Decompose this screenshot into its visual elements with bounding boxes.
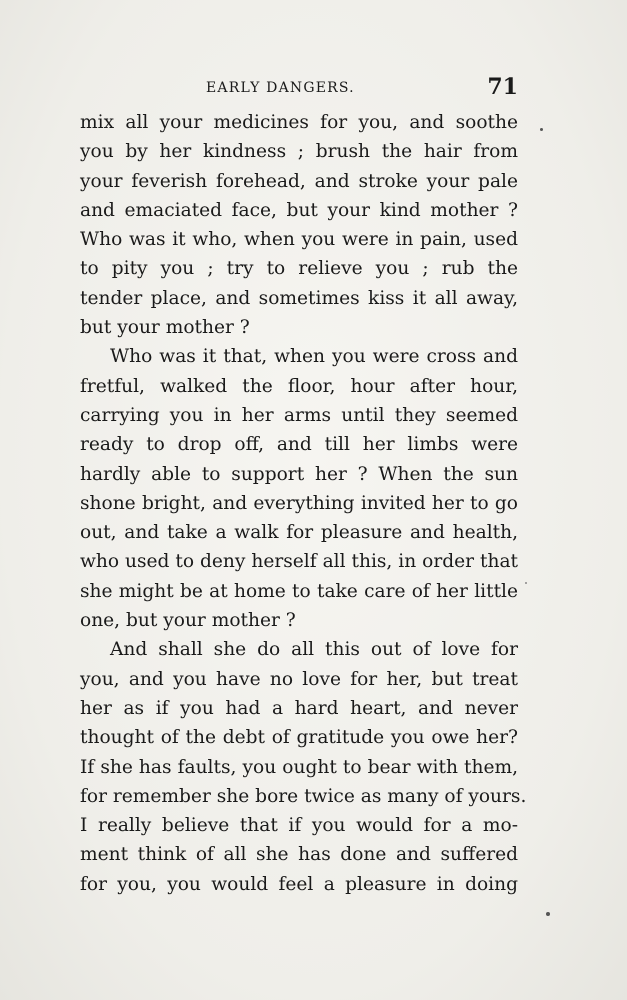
text-line: one, but your mother ?: [80, 610, 296, 632]
text-line: fretful, walked the floor, hour after hour,: [80, 375, 518, 397]
text-line: for remember she bore twice as many of yours.: [80, 785, 527, 807]
text-line: out, and take a walk for pleasure and health,: [80, 522, 518, 544]
text-line: Who was it who, when you were in pain, used: [80, 229, 518, 251]
text-line: you, and you have no love for her, but treat: [80, 668, 518, 690]
paper-speck: [546, 912, 550, 916]
text-line: and emaciated face, but your kind mother ?: [80, 199, 518, 221]
text-line: for you, you would feel a pleasure in doing: [80, 873, 518, 895]
paragraph-2: [80, 342, 518, 635]
paper-speck: [525, 582, 527, 584]
text-line: thought of the debt of gratitude you owe her?: [80, 727, 518, 749]
text-line: tender place, and sometimes kiss it all away,: [80, 287, 518, 309]
text-line: to pity you ; try to relieve you ; rub the: [80, 258, 518, 280]
text-line: she might be at home to take care of her little: [80, 580, 518, 602]
paragraph-3: [80, 635, 527, 899]
text-line: If she has faults, you ought to bear with them,: [80, 756, 518, 778]
text-line: her as if you had a hard heart, and never: [80, 697, 518, 719]
paragraph-1: [80, 108, 518, 342]
text-line: but your mother ?: [80, 317, 250, 339]
text-line: your feverish forehead, and stroke your pale: [80, 170, 518, 192]
text-line: Who was it that, when you were cross and: [110, 346, 518, 368]
page-number: 71: [487, 74, 518, 100]
text-line: who used to deny herself all this, in order that: [80, 551, 518, 573]
text-line: And shall she do all this out of love for: [110, 639, 518, 661]
text-line: I really believe that if you would for a mo-: [80, 815, 518, 837]
running-head: EARLY DANGERS.: [206, 80, 355, 96]
body-text: [80, 108, 527, 899]
text-line: carrying you in her arms until they seemed: [80, 404, 518, 426]
paper-speck: [540, 128, 543, 131]
text-line: ready to drop off, and till her limbs were: [80, 434, 518, 456]
text-line: you by her kindness ; brush the hair from: [80, 141, 518, 163]
page-header: [80, 76, 518, 102]
text-line: shone bright, and everything invited her to go: [80, 492, 518, 514]
text-line: mix all your medicines for you, and soothe: [80, 112, 518, 133]
text-line: ment think of all she has done and suffered: [80, 844, 518, 866]
text-line: hardly able to support her ? When the sun: [80, 463, 518, 485]
